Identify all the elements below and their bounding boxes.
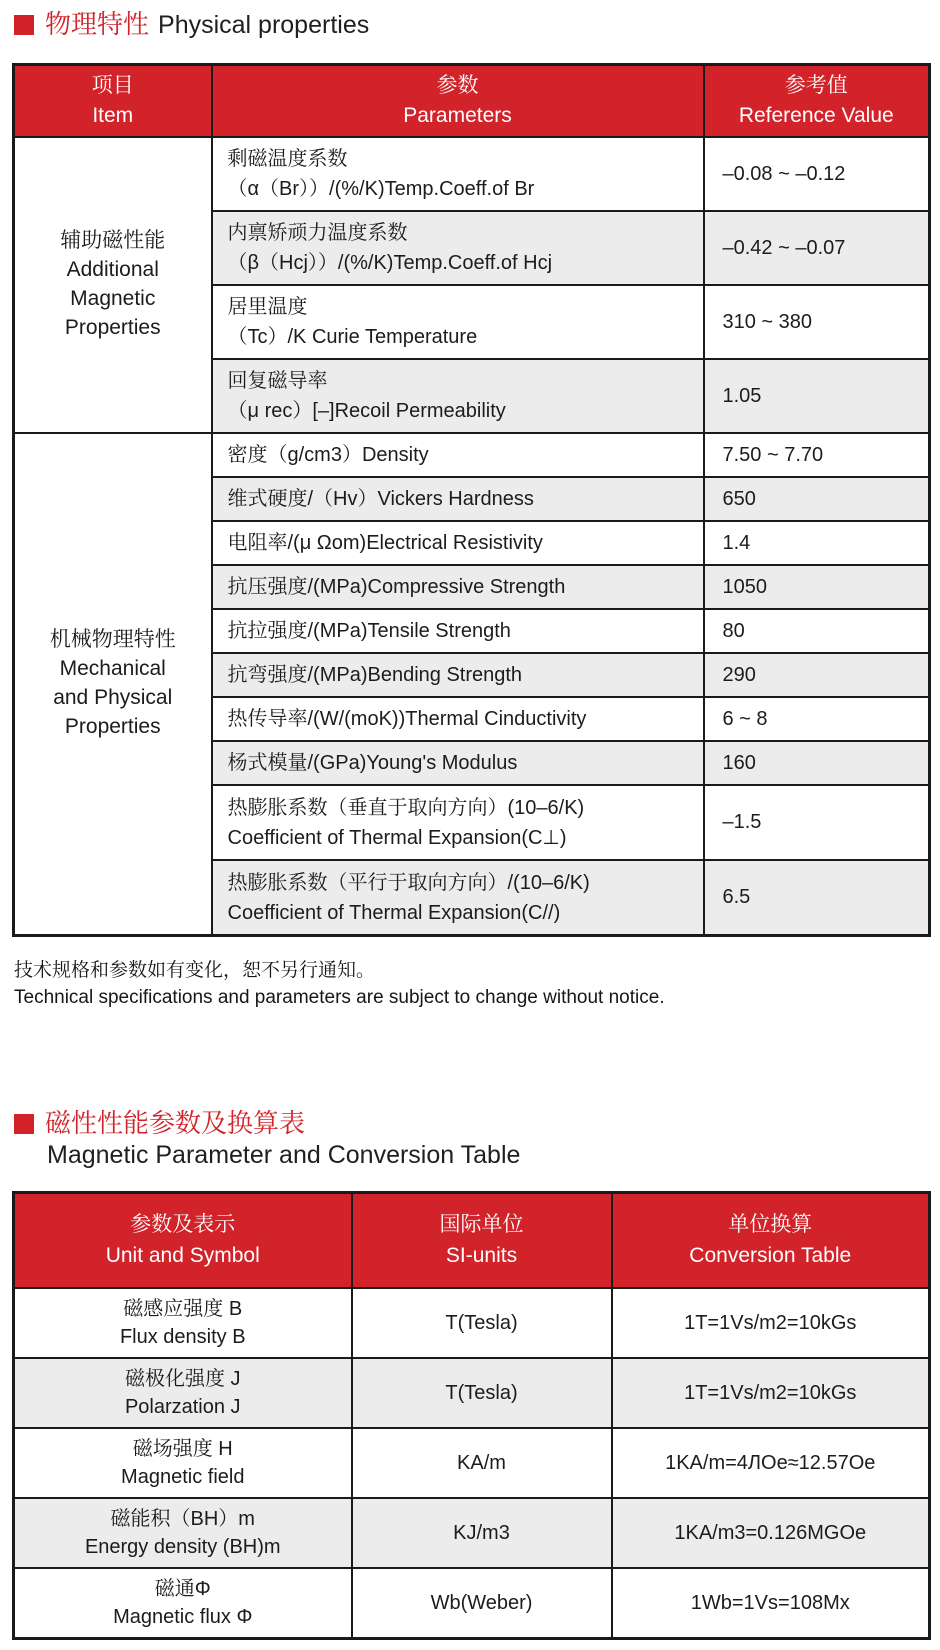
disclaimer-note-zh: 技术规格和参数如有变化，恕不另行通知。 xyxy=(14,959,376,981)
param-cell xyxy=(212,359,704,433)
quantity-en: Energy density (BH)m xyxy=(84,1536,281,1559)
conversion-table xyxy=(12,1191,931,1640)
value-cell: 650 xyxy=(704,477,930,521)
disclaimer-note-en: Technical specifications and parameters are subject to change without notice. xyxy=(14,987,665,1009)
conversion-cell: 1Wb=1Vs=108Mx xyxy=(612,1568,930,1638)
param-line: （Tc）/K Curie Temperature xyxy=(227,326,478,349)
value-cell: 80 xyxy=(704,609,930,653)
param-line: 居里温度 xyxy=(227,296,308,319)
si-unit-cell: T(Tesla) xyxy=(352,1288,612,1358)
value-cell: –1.5 xyxy=(704,785,930,860)
quantity-zh: 磁通Φ xyxy=(154,1578,211,1601)
group-label-line: Magnetic xyxy=(70,287,156,311)
value-cell: 6 ~ 8 xyxy=(704,697,930,741)
group-label-line: Properties xyxy=(64,316,161,340)
param-line: 维式硬度/（Hv）Vickers Hardness xyxy=(227,488,534,511)
quantity-zh: 磁感应强度 B xyxy=(123,1298,243,1321)
section-title-conversion xyxy=(14,1109,928,1139)
param-line: （α（Br））/(%/K)Temp.Coeff.of Br xyxy=(227,178,535,201)
value-cell: –0.08 ~ –0.12 xyxy=(704,137,930,211)
table-header-row xyxy=(14,1192,930,1288)
quantity-en: Polarzation J xyxy=(124,1396,241,1419)
header-reference xyxy=(704,64,930,137)
header-item-en: Item xyxy=(92,104,134,128)
param-cell xyxy=(212,860,704,935)
header-si-units-en: SI-units xyxy=(445,1243,518,1267)
group-label-mechanical-physical xyxy=(14,433,212,935)
param-line: 回复磁导率 xyxy=(227,370,328,393)
param-cell xyxy=(212,609,704,653)
param-cell xyxy=(212,285,704,359)
param-line: 密度（g/cm3）Density xyxy=(227,444,429,467)
quantity-cell xyxy=(14,1428,352,1498)
quantity-zh: 磁极化强度 J xyxy=(124,1368,241,1391)
red-square-bullet-icon xyxy=(14,15,34,35)
value-cell: 1050 xyxy=(704,565,930,609)
header-si-units-zh: 国际单位 xyxy=(439,1213,524,1237)
param-cell xyxy=(212,697,704,741)
table-row xyxy=(14,1358,930,1428)
conversion-cell: 1T=1Vs/m2=10kGs xyxy=(612,1288,930,1358)
header-reference-zh: 参考值 xyxy=(784,73,848,97)
param-cell xyxy=(212,477,704,521)
header-reference-en: Reference Value xyxy=(738,104,894,128)
param-line: 热传导率/(W/(moK))Thermal Cinductivity xyxy=(227,708,587,731)
value-cell: –0.42 ~ –0.07 xyxy=(704,211,930,285)
group-label-line: 辅助磁性能 xyxy=(60,229,166,253)
si-unit-cell: KJ/m3 xyxy=(352,1498,612,1568)
conversion-cell: 1KA/m=4ЛOe≈12.57Oe xyxy=(612,1428,930,1498)
table-row xyxy=(14,1568,930,1638)
param-line: 剩磁温度系数 xyxy=(227,148,348,171)
header-conversion-zh: 单位换算 xyxy=(728,1213,813,1237)
table-row xyxy=(14,1498,930,1568)
value-cell: 290 xyxy=(704,653,930,697)
table-row xyxy=(14,137,930,211)
param-line: （β（Hcj））/(%/K)Temp.Coeff.of Hcj xyxy=(227,252,553,275)
quantity-zh: 磁能积（BH）m xyxy=(110,1508,255,1531)
param-line: 热膨胀系数（垂直于取向方向）(10–6/K) xyxy=(227,796,585,819)
conversion-cell: 1KA/m3=0.126MGOe xyxy=(612,1498,930,1568)
param-line: 内禀矫顽力温度系数 xyxy=(227,222,408,245)
physical-properties-table xyxy=(12,63,931,937)
quantity-cell xyxy=(14,1288,352,1358)
si-unit-cell: KA/m xyxy=(352,1428,612,1498)
section-title-en: Magnetic Parameter and Conversion Table xyxy=(47,1140,521,1169)
table-header-row xyxy=(14,64,930,137)
quantity-en: Flux density B xyxy=(119,1326,246,1349)
header-item-zh: 项目 xyxy=(91,73,134,97)
value-cell: 6.5 xyxy=(704,860,930,935)
si-unit-cell: Wb(Weber) xyxy=(352,1568,612,1638)
param-line: 抗拉强度/(MPa)Tensile Strength xyxy=(227,620,511,643)
header-unit-symbol-zh: 参数及表示 xyxy=(130,1213,236,1237)
param-cell xyxy=(212,433,704,477)
table-row xyxy=(14,433,930,477)
physical-properties-section xyxy=(12,10,928,1012)
header-unit-symbol xyxy=(14,1192,352,1288)
quantity-en: Magnetic field xyxy=(121,1466,245,1489)
quantity-cell xyxy=(14,1498,352,1568)
param-line: 热膨胀系数（平行于取向方向）/(10–6/K) xyxy=(227,871,590,894)
param-line: Coefficient of Thermal Expansion(C//) xyxy=(227,901,561,924)
group-label-line: Properties xyxy=(64,715,161,739)
param-cell xyxy=(212,741,704,785)
quantity-cell xyxy=(14,1568,352,1638)
param-line: 抗压强度/(MPa)Compressive Strength xyxy=(227,576,566,599)
table-row xyxy=(14,1428,930,1498)
conversion-cell: 1T=1Vs/m2=10kGs xyxy=(612,1358,930,1428)
quantity-cell xyxy=(14,1358,352,1428)
header-parameters-zh: 参数 xyxy=(436,73,479,97)
quantity-zh: 磁场强度 H xyxy=(132,1438,233,1461)
param-line: Coefficient of Thermal Expansion(C⊥) xyxy=(227,826,567,849)
header-item xyxy=(14,64,212,137)
value-cell: 310 ~ 380 xyxy=(704,285,930,359)
value-cell: 1.05 xyxy=(704,359,930,433)
group-label-additional-magnetic xyxy=(14,137,212,433)
param-cell xyxy=(212,137,704,211)
magnetic-parameter-section xyxy=(12,1109,928,1640)
value-cell: 7.50 ~ 7.70 xyxy=(704,433,930,477)
section-title-zh: 物理特性 xyxy=(45,9,150,39)
quantity-en: Magnetic flux Φ xyxy=(113,1606,253,1629)
value-cell: 160 xyxy=(704,741,930,785)
param-cell xyxy=(212,785,704,860)
group-label-line: 机械物理特性 xyxy=(49,628,176,652)
header-unit-symbol-en: Unit and Symbol xyxy=(105,1243,260,1267)
group-label-line: Mechanical xyxy=(59,657,166,681)
param-cell xyxy=(212,565,704,609)
param-cell xyxy=(212,211,704,285)
section-title-en: Physical properties xyxy=(158,10,370,39)
si-unit-cell: T(Tesla) xyxy=(352,1358,612,1428)
header-conversion-en: Conversion Table xyxy=(689,1243,852,1267)
red-square-bullet-icon xyxy=(14,1114,34,1134)
section-title-zh: 磁性性能参数及换算表 xyxy=(45,1107,306,1138)
header-parameters-en: Parameters xyxy=(403,104,512,128)
table-row xyxy=(14,1288,930,1358)
param-cell xyxy=(212,521,704,565)
header-si-units xyxy=(352,1192,612,1288)
section-title-physical xyxy=(14,10,928,40)
value-cell: 1.4 xyxy=(704,521,930,565)
param-line: （μ rec）[–]Recoil Permeability xyxy=(227,400,506,423)
param-line: 抗弯强度/(MPa)Bending Strength xyxy=(227,664,523,687)
header-parameters xyxy=(212,64,704,137)
disclaimer-note xyxy=(14,957,928,1012)
header-conversion xyxy=(612,1192,930,1288)
param-cell xyxy=(212,653,704,697)
param-line: 电阻率/(μ Ωom)Electrical Resistivity xyxy=(227,532,543,555)
group-label-line: Additional xyxy=(66,258,159,282)
param-line: 杨式模量/(GPa)Young's Modulus xyxy=(227,752,518,775)
group-label-line: and Physical xyxy=(53,686,173,710)
